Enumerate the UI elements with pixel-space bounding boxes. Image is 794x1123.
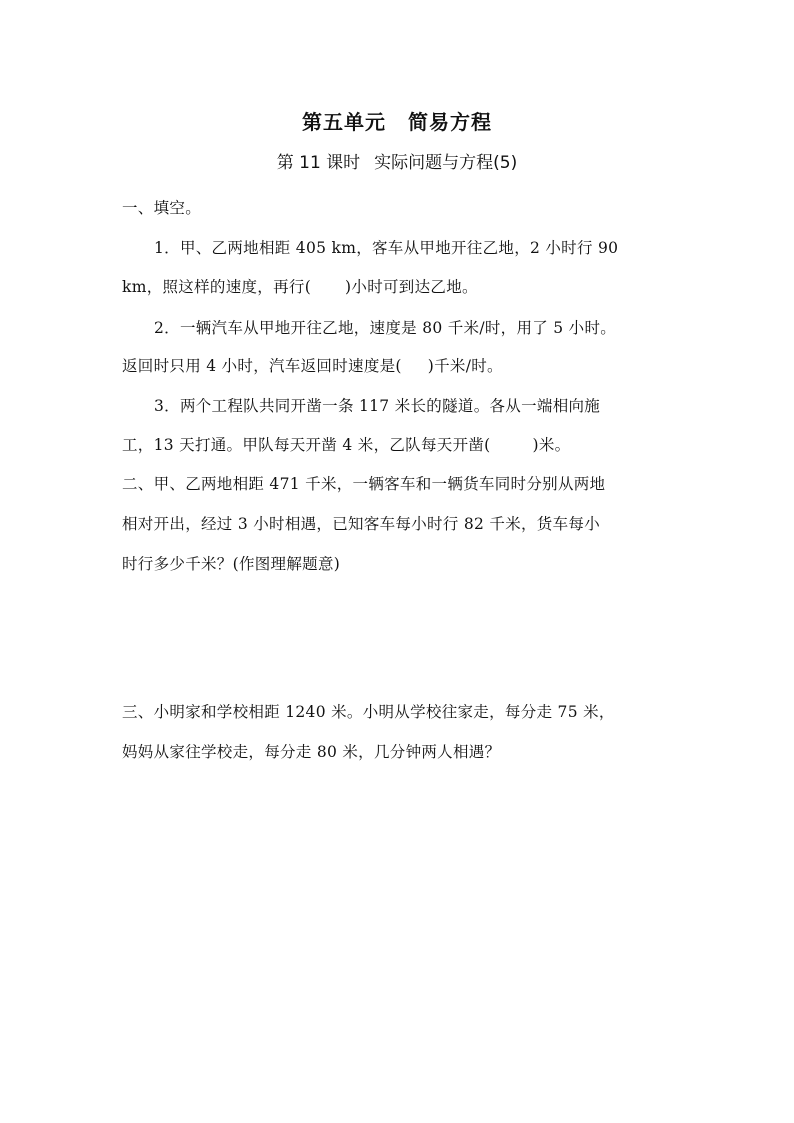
section2-line2: 相对开出，经过 3 小时相遇，已知客车每小时行 82 千米，货车每小 — [122, 515, 600, 533]
q1-line1: 1．甲、乙两地相距 405 km，客车从甲地开往乙地，2 小时行 90 — [154, 239, 619, 257]
q1-text-before-blank: km，照这样的速度，再行( — [122, 278, 312, 296]
unit-label: 第五单元 — [302, 110, 386, 134]
q3-line1: 3．两个工程队共同开凿一条 117 米长的隧道。各从一端相向施 — [154, 397, 601, 415]
q2-text-after-blank: )千米/时。 — [427, 357, 503, 375]
q3-text-before-blank: 工，13 天打通。甲队每天开凿 4 米，乙队每天开凿( — [122, 436, 491, 454]
lesson-subtitle — [0, 148, 794, 173]
page-title — [0, 106, 794, 135]
q3-text-after-blank: )米。 — [532, 436, 571, 454]
section1-heading: 一、填空。 — [122, 199, 202, 217]
unit-name: 简易方程 — [408, 110, 492, 134]
q1-line2 — [122, 275, 682, 297]
section2-line3: 时行多少千米？(作图理解题意) — [122, 555, 341, 573]
q2-text-before-blank: 返回时只用 4 小时，汽车返回时速度是( — [122, 357, 402, 375]
q2-line2 — [122, 354, 682, 376]
lesson-number: 第 11 课时 — [276, 153, 361, 173]
q2-line1: 2．一辆汽车从甲地开往乙地，速度是 80 千米/时，用了 5 小时。 — [154, 319, 617, 337]
q1-text-after-blank: )小时可到达乙地。 — [345, 278, 478, 296]
section3-line1: 三、小明家和学校相距 1240 米。小明从学校往家走，每分走 75 米， — [122, 703, 615, 721]
q3-line2 — [122, 433, 682, 455]
section3-line2: 妈妈从家往学校走，每分走 80 米，几分钟两人相遇？ — [122, 743, 501, 761]
section2-line1: 二、甲、乙两地相距 471 千米，一辆客车和一辆货车同时分别从两地 — [122, 475, 606, 493]
lesson-topic: 实际问题与方程(5) — [374, 153, 518, 173]
